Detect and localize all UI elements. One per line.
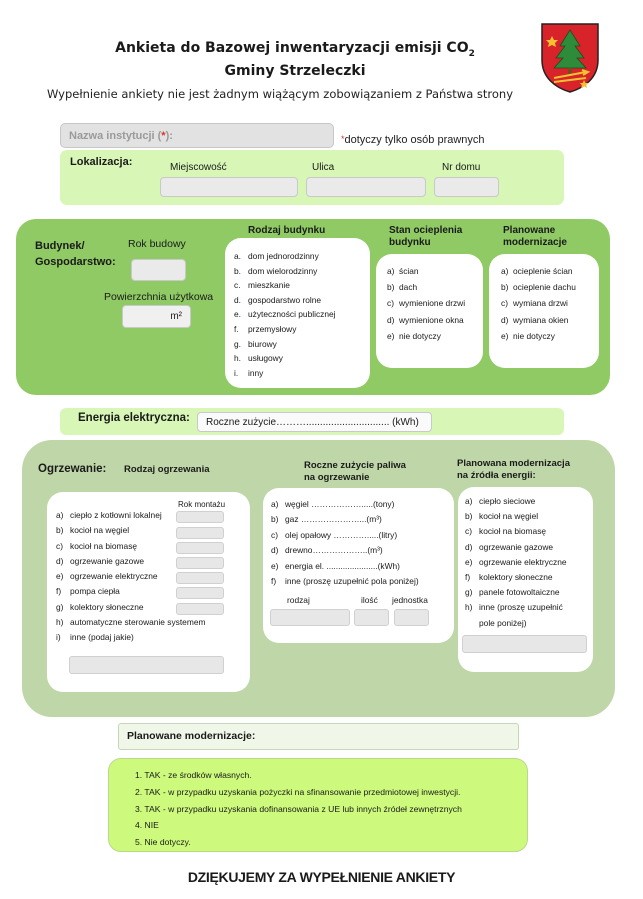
fuel-item-key: a) (271, 499, 279, 509)
fuel-item-label: gaz …………………...(m³) (285, 514, 382, 525)
fuel-item[interactable] (271, 512, 419, 527)
insulation-item[interactable] (387, 312, 483, 328)
other-fuel-type-input[interactable] (270, 609, 350, 626)
electricity-label: Energia elektryczna: (78, 412, 190, 424)
insulation-item-key: c) (387, 298, 394, 309)
building-planned-item-key: e) (501, 330, 509, 341)
modernization-option[interactable]: 2. TAK - w przypadku uzyskania pożyczki na sfinansowanie przedmiotowej inwestycji. (135, 786, 461, 797)
building-label: Budynek/ Gospodarstwo: (35, 240, 116, 268)
year-built-input[interactable] (131, 259, 186, 281)
city-input[interactable] (160, 177, 298, 197)
building-planned-item-label: ocieplenie ścian (513, 266, 573, 276)
building-type-item-key: c. (234, 280, 241, 291)
insulation-item-key: a) (387, 266, 395, 276)
fuel-item-key: d) (271, 545, 279, 556)
heating-type-item-label: pompa ciepła (70, 586, 120, 597)
other-energy-source-input[interactable] (462, 635, 587, 653)
coat-of-arms-logo (540, 22, 600, 94)
other-fuel-unit-label: jednostka (392, 595, 428, 605)
fuel-item-key: c) (271, 529, 278, 540)
building-type-item-key: b. (234, 265, 241, 276)
other-fuel-type-label: rodzaj (287, 595, 310, 605)
modernization-option[interactable]: 5. Nie dotyczy. (135, 837, 191, 848)
mount-year-input-d[interactable] (176, 557, 224, 569)
heating-type-item-key: b) (56, 525, 64, 536)
heating-type-item-key: f) (56, 586, 62, 597)
heating-type-item-label: ogrzewanie elektryczne (70, 571, 158, 582)
building-type-item-label: gospodarstwo rolne (248, 294, 322, 305)
mount-year-input-b[interactable] (176, 527, 224, 539)
building-type-item-label: dom wielorodzinny (248, 265, 318, 276)
building-planned-item-key: a) (501, 266, 509, 276)
building-type-item-label: usługowy (248, 353, 283, 364)
fuel-item[interactable] (271, 497, 419, 512)
energy-source-item-key: d) (465, 541, 473, 552)
insulation-item-key: b) (387, 282, 395, 293)
energy-source-item[interactable] (465, 555, 567, 570)
insulation-list (376, 254, 483, 368)
insulation-item-key: e) (387, 330, 395, 341)
modernization-options (108, 758, 528, 852)
heating-type-item-key: i) (56, 632, 61, 643)
energy-source-item-key: c) (465, 526, 472, 537)
planned-modernization-title: Planowane modernizacje (503, 225, 567, 248)
mount-year-input-c[interactable] (176, 542, 224, 554)
building-type-item-label: biurowy (248, 338, 277, 349)
building-planned-item-label: ocieplenie dachu (513, 282, 576, 293)
energy-source-item[interactable] (465, 616, 567, 631)
building-type-item[interactable] (234, 293, 370, 308)
building-type-item-label: inny (248, 367, 264, 378)
fuel-consumption-title: Roczne zużycie paliwa na ogrzewanie (304, 460, 406, 483)
fuel-item-key: b) (271, 514, 279, 525)
other-fuel-unit-input[interactable] (394, 609, 429, 626)
heating-type-item-label: automatyczne sterowanie systemem (70, 617, 206, 628)
building-type-item[interactable] (234, 249, 370, 264)
heating-type-item-key: d) (56, 555, 64, 566)
fuel-item[interactable] (271, 559, 419, 574)
energy-source-item[interactable] (465, 509, 567, 524)
energy-source-item-label: pole poniżej) (479, 617, 527, 628)
energy-source-list (465, 494, 567, 631)
energy-source-title: Planowana modernizacja na źródła energii: (457, 458, 570, 481)
insulation-title: Stan ocieplenia budynku (389, 225, 463, 248)
building-type-item[interactable] (234, 366, 370, 381)
insulation-item[interactable] (387, 279, 483, 295)
building-planned-item[interactable] (501, 279, 599, 295)
energy-source-item-key: g) (465, 587, 473, 598)
energy-source-item-label: ogrzewanie elektryczne (479, 556, 567, 567)
floor-area-label: Powierzchnia użytkowa (104, 291, 214, 303)
insulation-item-label: dach (399, 282, 418, 293)
energy-source-item-key: e) (465, 556, 473, 567)
other-heating-input[interactable] (69, 656, 224, 674)
building-type-item-label: użyteczności publicznej (248, 309, 336, 320)
location-label: Lokalizacja: (70, 156, 133, 168)
fuel-item-label: węgiel ……………….....(tony) (285, 499, 395, 509)
modernization-option[interactable]: 4. NIE (135, 820, 159, 831)
subtitle: Wypełnienie ankiety nie jest żadnym wiążącym zobowiązaniem z Państwa strony (46, 87, 514, 101)
energy-source-item-key (465, 616, 479, 631)
heating-type-item-key: g) (56, 601, 64, 612)
building-type-item[interactable] (234, 337, 370, 352)
building-planned-item-label: nie dotyczy (513, 330, 555, 341)
street-label: Ulica (312, 162, 335, 173)
fuel-item-key: e) (271, 560, 279, 571)
energy-source-item-label: panele fotowoltaiczne (479, 587, 560, 598)
energy-source-item-key: b) (465, 511, 473, 522)
building-type-item[interactable] (234, 322, 370, 337)
energy-source-item-label: kocioł na węgiel (479, 511, 539, 522)
energy-source-item-label: ciepło sieciowe (479, 496, 536, 506)
modernization-label-box (118, 723, 519, 750)
institution-name-field[interactable]: Nazwa instytucji (*): (60, 123, 334, 148)
modernization-label: Planowane modernizacje: (127, 730, 256, 742)
insulation-item-label: wymienione drzwi (399, 298, 466, 309)
heating-type-title: Rodzaj ogrzewania (124, 464, 210, 475)
fuel-item-key: f) (271, 576, 277, 587)
building-type-item-label: dom jednorodzinny (248, 251, 319, 261)
mount-year-input-g[interactable] (176, 603, 224, 615)
fuel-item-label: drewno………………..(m³) (285, 545, 383, 556)
heating-type-item-key: h) (56, 617, 64, 628)
institution-note: *dotyczy tylko osób prawnych (341, 134, 485, 146)
mount-year-input-f[interactable] (176, 587, 224, 599)
insulation-item[interactable] (387, 263, 483, 279)
mount-year-label: Rok montażu (178, 500, 226, 509)
building-type-item[interactable] (234, 264, 370, 279)
energy-source-item-key: f) (465, 572, 471, 583)
building-planned-item-label: wymiana drzwi (513, 298, 568, 309)
energy-source-item-key: a) (465, 496, 473, 506)
energy-source-item[interactable] (465, 570, 567, 585)
other-fuel-amount-label: ilość (361, 595, 378, 605)
energy-source-item-label: kocioł na biomasę (479, 526, 547, 537)
floor-area-input[interactable] (122, 305, 191, 328)
city-label: Miejscowość (170, 162, 227, 173)
street-input[interactable] (306, 177, 426, 197)
energy-source-item[interactable] (465, 494, 567, 509)
heating-type-item-label: ogrzewanie gazowe (70, 555, 145, 566)
energy-source-item[interactable] (465, 600, 567, 615)
fuel-list (271, 497, 419, 589)
building-type-item[interactable] (234, 307, 370, 322)
building-planned-item[interactable] (501, 328, 599, 344)
insulation-item[interactable] (387, 328, 483, 344)
energy-source-item[interactable] (465, 585, 567, 600)
building-planned-item-key: d) (501, 314, 509, 325)
mount-year-input-a[interactable] (176, 511, 224, 523)
heating-type-item[interactable] (56, 615, 205, 630)
energy-source-item-label: ogrzewanie gazowe (479, 541, 554, 552)
energy-source-item-label: kolektory słoneczne (479, 572, 553, 583)
fuel-item[interactable] (271, 574, 419, 589)
energy-source-item-label: inne (proszę uzupełnić (479, 602, 563, 613)
building-planned-item-key: b) (501, 282, 509, 293)
building-planned-item[interactable] (501, 295, 599, 311)
other-fuel-amount-input[interactable] (354, 609, 389, 626)
insulation-item-key: d) (387, 314, 395, 325)
house-number-input[interactable] (434, 177, 499, 197)
heating-type-item-key: e) (56, 571, 64, 582)
insulation-item-label: wymienione okna (399, 314, 464, 325)
building-planned-item[interactable] (501, 312, 599, 328)
heating-type-item-label: ciepło z kotłowni lokalnej (70, 510, 162, 520)
building-planned-item[interactable] (501, 263, 599, 279)
energy-source-item[interactable] (465, 540, 567, 555)
building-type-item-key: d. (234, 294, 241, 305)
building-type-list (225, 238, 370, 388)
energy-source-item-key: h) (465, 602, 473, 613)
fuel-item-label: inne (proszę uzupełnić pola poniżej) (285, 576, 419, 587)
heating-type-item-label: kocioł na biomasę (70, 540, 138, 551)
heating-type-item-label: kolektory słoneczne (70, 601, 144, 612)
heating-type-item-label: kocioł na węgiel (70, 525, 130, 536)
heating-type-item-key: a) (56, 510, 64, 520)
building-type-title: Rodzaj budynku (248, 225, 326, 236)
building-type-item-key: h. (234, 353, 241, 364)
building-planned-item-label: wymiana okien (513, 314, 569, 325)
building-type-item-label: mieszkanie (248, 280, 290, 291)
heating-type-item[interactable] (56, 630, 205, 645)
insulation-item-label: ścian (399, 266, 419, 276)
fuel-item-label: energia el. ......................(kWh) (285, 560, 400, 571)
planned-modernization-list (489, 254, 599, 368)
page-title: Ankieta do Bazowej inwentaryzacji emisji $CO_2$ Gminy Strzeleczki (115, 40, 475, 79)
mount-year-input-e[interactable] (176, 572, 224, 584)
fuel-item[interactable] (271, 543, 419, 558)
annual-consumption-input[interactable]: Roczne zużycie……….............................. (kWh) (197, 412, 432, 432)
house-number-label: Nr domu (442, 162, 481, 173)
building-type-item-label: przemysłowy (248, 323, 297, 334)
floor-area-unit: m² (170, 311, 182, 322)
building-type-item-key: g. (234, 338, 241, 349)
building-type-item-key: f. (234, 323, 239, 334)
building-type-item[interactable] (234, 351, 370, 366)
fuel-item[interactable] (271, 528, 419, 543)
thank-you-text: DZIĘKUJEMY ZA WYPEŁNIENIE ANKIETY (187, 869, 456, 885)
fuel-item-label: olej opałowy ………….....(litry) (285, 529, 398, 540)
building-type-item-key: i. (234, 367, 239, 378)
modernization-option[interactable]: 3. TAK - w przypadku uzyskania dofinansowania z UE lub innych źródeł zewnętrznych (135, 803, 462, 814)
heating-type-item-key: c) (56, 540, 63, 551)
insulation-item-label: nie dotyczy (399, 330, 441, 341)
insulation-item[interactable] (387, 295, 483, 311)
modernization-option[interactable]: 1. TAK - ze środków własnych. (135, 770, 252, 780)
year-built-label: Rok budowy (128, 238, 186, 250)
building-planned-item-key: c) (501, 298, 508, 309)
energy-source-item[interactable] (465, 524, 567, 539)
building-type-item[interactable] (234, 278, 370, 293)
heating-type-item-label: inne (podaj jakie) (70, 632, 134, 643)
building-type-item-key: a. (234, 251, 241, 261)
building-type-item-key: e. (234, 309, 241, 320)
heating-label: Ogrzewanie: (38, 463, 107, 475)
